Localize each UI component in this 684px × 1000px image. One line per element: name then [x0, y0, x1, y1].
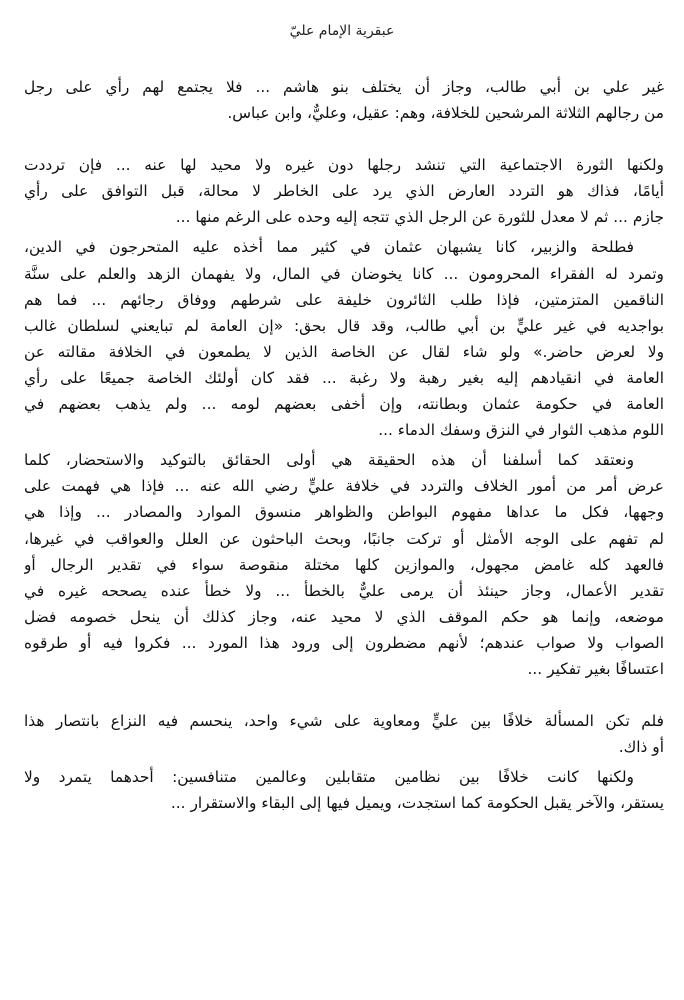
text-line: ولكنها الثورة الاجتماعية التي تنشد رجلها دون غيره ولا محيد لها عنه ... فإن ترددت: [24, 156, 664, 175]
text-line: بواجديه في غير عليٍّ بن أبي طالب، وقد قال بحق: «إن العامة لم تبايعني لسلطان غالب: [24, 316, 664, 335]
text-line: جازم ... ثم لا معدل للثورة عن الرجل الذي تتجه إليه وحده على الرغم منها ...: [175, 208, 664, 227]
text-line: ولا لعرض حاضر.» ولو شاء لقال عن الخاصة الذين لا يطمعون في الخلافة مقالته عن: [24, 342, 664, 361]
paragraph: [24, 74, 664, 126]
text-line: ونعتقد كما أسلفنا أن هذه الحقيقة هي أولى الحقائق بالتوكيد والاستحضار، كلما: [24, 451, 634, 470]
text-line: تقدير الأعمال، وجاز حينئذ أن يرمى عليٌّ بالخطأ ... ولا خطأ عنده يصححه غيره في: [24, 581, 664, 600]
text-line: ولكنها كانت خلافًا بين نظامين متقابلين وعالمين متنافسين: أحدهما يتمرد ولا: [24, 768, 634, 787]
paragraph: [24, 764, 664, 816]
text-line: عرض أمر من أمور الخلاف والتردد في خلافة عليٍّ رضي الله عنه ... فإذا هي فهمت على: [24, 477, 664, 496]
text-line: أو ذاك.: [618, 738, 664, 757]
text-line: موضعه، وإنما هو حكم الموقف الذي لا محيد عنه، وجاز كذلك أن ينحل خصومه فضل: [24, 607, 664, 626]
text-line: من رجالهم الثلاثة المرشحين للخلافة، وهم: عقيل، وعليٌّ، وابن عباس.: [227, 104, 664, 123]
text-line: العامة في انقيادهم إليه بغير رهبة ولا رغبة ... فقد كان أولئك الخاصة جميعًا على رأي: [24, 368, 664, 387]
text-line: وجهها، فكل ما عداها مفهوم البواطن والظواهر منسوق الموارد والمصادر ... وإذا هي: [24, 503, 664, 522]
text-line: فطلحة والزبير، كانا يشبهان عثمان في كثير مما أخذه عليه المتحرجون في الدين،: [24, 238, 634, 257]
text-line: وتمرد له الفقراء المحرومون ... كانا يخوضان في المال، ولا يفهمان الزهد والعلم على سنَّة: [24, 264, 664, 283]
text-line: يستقر، والآخر يقبل الحكومة كما استجدت، ويميل فيها إلى البقاء والاستقرار ...: [170, 794, 664, 813]
paragraph: [24, 234, 664, 443]
paragraph: [24, 708, 664, 760]
text-line: فالعهد كله غامض مجهول، والموازين كلها مختلة منقوصة سواء في تقدير الرجال أو: [24, 555, 664, 574]
paragraph: [24, 447, 664, 682]
text-line: اللوم مذهب الثوار في النزق وسفك الدماء ...: [378, 421, 664, 440]
text-line: لم تفهم على الوجه الأمثل أو تركت جانبًا، وبحث الباحثون عن العلل والعواقب في غيرها،: [24, 529, 664, 548]
text-line: الناقمين المتزمتين، فإذا طلب الثائرون خليفة على شرطهم ووفاق رجائهم ... فما هم: [24, 290, 664, 309]
text-line: الصواب ولا صواب عندهم؛ لأنهم مضطرون إلى ورود هذا المورد ... فكروا فيه أو طرقوه: [24, 633, 664, 652]
body-text: [24, 74, 664, 816]
paragraph: [24, 152, 664, 230]
text-line: أيامًا، فذاك هو التردد العارض الذي يرد على الخاطر لا محالة، قبل التوافق على رأي: [24, 182, 664, 201]
text-line: اعتسافًا بغير تفكير ...: [527, 659, 664, 678]
text-line: فلم تكن المسألة خلافًا بين عليٍّ ومعاوية على شيء واحد، ينحسم فيه النزاع بانتصار هذا: [24, 712, 664, 731]
text-line: غير علي بن أبي طالب، وجاز أن يختلف بنو هاشم ... فلا يجتمع لهم رأي على رجل: [24, 78, 664, 96]
text-line: العامة في حكومة عثمان وبطانته، وإن أخفى بعضهم لومه ... ولم يذهب بعضهم في: [24, 395, 664, 414]
page-header-title: عبقرية الإمام عليّ: [289, 23, 395, 39]
